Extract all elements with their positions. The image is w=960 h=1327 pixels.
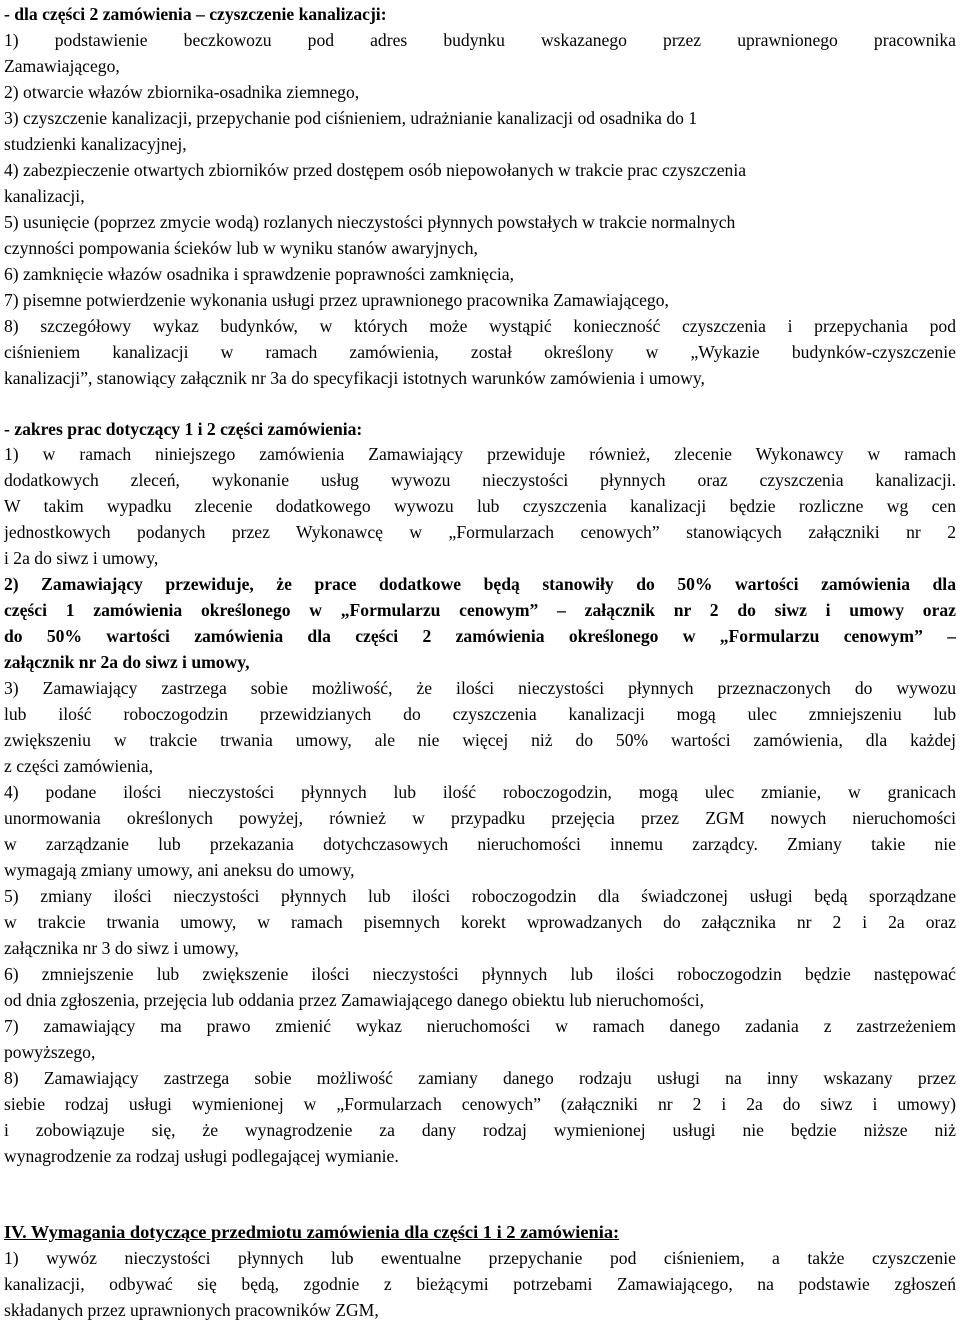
text-line: 3) czyszczenie kanalizacji, przepychanie pod ciśnieniem, udrażnianie kanalizacji od osadnika do 1 [4, 108, 698, 128]
text-line: powyższego, [4, 1042, 96, 1062]
text-line: zwiększeniu w trakcie trwania umowy, ale nie więcej niż do 50% wartości zamówienia, dla każdej [4, 730, 956, 750]
text-line: załącznik nr 2a do siwz i umowy, [4, 652, 250, 672]
text-line: 1) wywóz nieczystości płynnych lub ewentualne przepychanie pod ciśnieniem, a także czyszczenie [4, 1248, 956, 1268]
text-line: 1) w ramach niniejszego zamówienia Zamawiający przewiduje również, zlecenie Wykonawcy w ramach [4, 444, 956, 464]
text-line: 2) Zamawiający przewiduje, że prace dodatkowe będą stanowiły do 50% wartości zamówienia dla [4, 574, 956, 594]
text-line: i zobowiązuje się, że wynagrodzenie za dany rodzaj wymienionej usługi nie będzie niższe niż [4, 1120, 956, 1140]
text-line: w trakcie trwania umowy, w ramach pisemnych korekt wprowadzanych do załącznika nr 2 i 2a oraz [4, 912, 956, 932]
text-line: 5) zmiany ilości nieczystości płynnych lub ilości roboczogodzin dla świadczonej usługi będą sporządzane [4, 886, 956, 906]
text-line: 7) pisemne potwierdzenie wykonania usługi przez uprawnionego pracownika Zamawiającego, [4, 290, 669, 310]
text-line: części 1 zamówienia określonego w „Formularzu cenowym” – załącznik nr 2 do siwz i umowy oraz [4, 600, 956, 620]
text-line: 8) szczegółowy wykaz budynków, w których może wystąpić konieczność czyszczenia i przepychania pod [4, 316, 956, 336]
text-line: - dla części 2 zamówienia – czyszczenie kanalizacji: [4, 4, 387, 24]
text-line: 3) Zamawiający zastrzega sobie możliwość, że ilości nieczystości płynnych przeznaczonych do wywozu [4, 678, 956, 698]
text-line: lub ilość roboczogodzin przewidzianych do czyszczenia kanalizacji mogą ulec zmniejszeniu lub [4, 704, 956, 724]
text-line: załącznika nr 3 do siwz i umowy, [4, 938, 239, 958]
text-line: - zakres prac dotyczący 1 i 2 części zamówienia: [4, 419, 363, 439]
text-line: 2) otwarcie włazów zbiornika-osadnika ziemnego, [4, 82, 360, 102]
text-line: 4) podane ilości nieczystości płynnych lub ilość roboczogodzin, mogą ulec zmianie, w granicach [4, 782, 956, 802]
text-line: studzienki kanalizacyjnej, [4, 134, 187, 154]
text-line: unormowania określonych powyżej, również w przypadku przejęcia przez ZGM nowych nieruchomości [4, 808, 956, 828]
text-line: w zarządzanie lub przekazania dotychczasowych nieruchomości innemu zarządcy. Zmiany takie nie [4, 834, 956, 854]
text-line: 6) zmniejszenie lub zwiększenie ilości nieczystości płynnych lub ilości roboczogodzin będzie następować [4, 964, 956, 984]
text-line: 6) zamknięcie włazów osadnika i sprawdzenie poprawności zamknięcia, [4, 264, 515, 284]
text-line: ciśnieniem kanalizacji w ramach zamówienia, został określony w „Wykazie budynków-czyszczenie [4, 342, 956, 362]
text-line: 1) podstawienie beczkowozu pod adres budynku wskazanego przez uprawnionego pracownika [4, 30, 956, 50]
text-line: kanalizacji, [4, 186, 85, 206]
text-line: kanalizacji”, stanowiący załącznik nr 3a do specyfikacji istotnych warunków zamówienia i umowy, [4, 368, 705, 388]
text-line: jednostkowych podanych przez Wykonawcę w „Formularzach cenowych” stanowiących załączniki nr 2 [4, 522, 956, 542]
section-heading: IV. Wymagania dotyczące przedmiotu zamówienia dla części 1 i 2 zamówienia: [4, 1222, 620, 1242]
text-line: składanych przez uprawnionych pracowników ZGM, [4, 1300, 379, 1320]
text-line: wymagają zmiany umowy, ani aneksu do umowy, [4, 860, 355, 880]
text-line: do 50% wartości zamówienia dla części 2 zamówienia określonego w „Formularzu cenowym” – [4, 626, 956, 646]
text-line: siebie rodzaj usługi wymienionej w „Formularzach cenowych” (załączniki nr 2 i 2a do siwz i umowy) [4, 1094, 956, 1114]
text-line: 4) zabezpieczenie otwartych zbiorników przed dostępem osób niepowołanych w trakcie prac czyszczenia [4, 160, 747, 180]
text-line: 8) Zamawiający zastrzega sobie możliwość zamiany danego rodzaju usługi na inny wskazany przez [4, 1068, 956, 1088]
text-line: od dnia zgłoszenia, przejęcia lub oddania przez Zamawiającego danego obiektu lub nieruchomości, [4, 990, 705, 1010]
text-line: 7) zamawiający ma prawo zmienić wykaz nieruchomości w ramach danego zadania z zastrzeżeniem [4, 1016, 956, 1036]
text-line: W takim wypadku zlecenie dodatkowego wywozu lub czyszczenia kanalizacji będzie rozliczne wg cen [4, 496, 956, 516]
text-line: Zamawiającego, [4, 56, 120, 76]
text-line: czynności pompowania ścieków lub w wyniku stanów awaryjnych, [4, 238, 478, 258]
text-line: z części zamówienia, [4, 756, 153, 776]
text-line: 5) usunięcie (poprzez zmycie wodą) rozlanych nieczystości płynnych powstałych w trakcie normalnych [4, 212, 736, 232]
text-line: wynagrodzenie za rodzaj usługi podlegającej wymianie. [4, 1146, 399, 1166]
text-line: i 2a do siwz i umowy, [4, 548, 159, 568]
text-line: dodatkowych zleceń, wykonanie usług wywozu nieczystości płynnych oraz czyszczenia kanalizacji. [4, 470, 956, 490]
text-line: kanalizacji, odbywać się będą, zgodnie z bieżącymi potrzebami Zamawiającego, na podstawie zgłoszeń [4, 1274, 956, 1294]
